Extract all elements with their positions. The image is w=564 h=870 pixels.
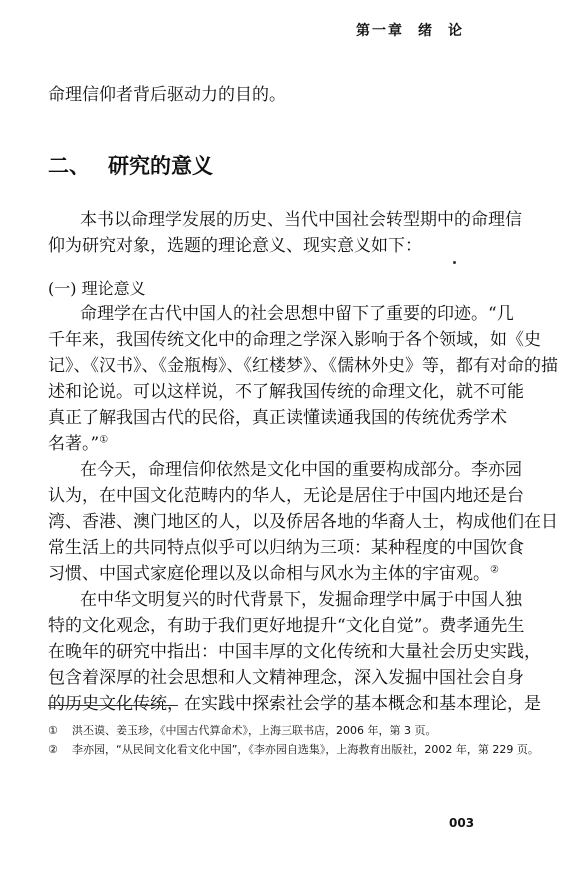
page-number: 003 (449, 816, 475, 830)
running-header (356, 20, 478, 40)
text-line: 习惯、中国式家庭伦理以及以命相与风水为主体的宇宙观。② (48, 564, 499, 584)
footnote-text: 李亦园，“从民间文化看文化中国”，《李亦园自选集》，上海教育出版社，2002 年，第 229 页。 (72, 743, 539, 756)
text-line: 常生活上的共同特点似乎可以归纳为三项：某种程度的中国饮食 (48, 538, 524, 558)
header-title-b: 论 (448, 23, 464, 39)
section-number: 二、 (48, 154, 90, 178)
text-line: 命理信仰者背后驱动力的目的。 (48, 85, 286, 105)
speck-mark (453, 261, 456, 264)
footnote (48, 741, 539, 757)
text-line: 记》、《汉书》、《金瓶梅》、《红楼梦》、《儒林外史》等，都有对命的描 (48, 356, 558, 376)
footnote-text: 洪丕谟、姜玉珍，《中国古代算命术》，上海三联书店，2006 年，第 3 页。 (72, 724, 437, 737)
footnote-marker: ② (48, 743, 58, 756)
text-line: 千年来，我国传统文化中的命理之学深入影响于各个领域，如《史 (48, 330, 541, 350)
text-line: 在今天，命理信仰依然是文化中国的重要构成部分。李亦园 (80, 460, 522, 480)
section-title: 研究的意义 (108, 154, 213, 178)
text-line: 真正了解我国古代的民俗，真正读懂读通我国的传统优秀学术 (48, 408, 507, 428)
text-line: 包含着深厚的社会思想和人文精神理念，深入发掘中国社会自身 (48, 668, 524, 688)
text-line: 在晚年的研究中指出：中国丰厚的文化传统和大量社会历史实践， (48, 642, 541, 662)
header-title-a: 绪 (418, 23, 434, 39)
text-line: 述和论说。可以这样说，不了解我国传统的命理文化，就不可能 (48, 382, 524, 402)
text-line: 名著。”① (48, 434, 109, 454)
header-chapter: 第一章 (356, 23, 404, 39)
text-line: 在中华文明复兴的时代背景下，发掘命理学中属于中国人独 (80, 590, 522, 610)
text-line: 特的文化观念，有助于我们更好地提升“文化自觉”。费孝通先生 (48, 616, 525, 636)
footnote-ref[interactable]: ① (99, 434, 109, 446)
text-line: 本书以命理学发展的历史、当代中国社会转型期中的命理信 (80, 210, 522, 230)
text-line: 仰为研究对象，选题的理论意义、现实意义如下： (48, 236, 422, 256)
text-line: 认为，在中国文化范畴内的华人，无论是居住于中国内地还是台 (48, 486, 524, 506)
footnote (48, 722, 436, 738)
text-line: 的历史文化传统，在实践中探索社会学的基本概念和基本理论，是 (48, 694, 541, 714)
subsection-heading: (一) 理论意义 (48, 279, 146, 298)
footnote-divider (48, 705, 178, 706)
section-heading (48, 150, 213, 180)
text-line: 命理学在古代中国人的社会思想中留下了重要的印迹。“几 (80, 304, 514, 324)
footnote-ref[interactable]: ② (490, 564, 499, 576)
text-line: 湾、香港、澳门地区的人，以及侨居各地的华裔人士，构成他们在日 (48, 512, 558, 532)
footnote-marker: ① (48, 724, 58, 737)
